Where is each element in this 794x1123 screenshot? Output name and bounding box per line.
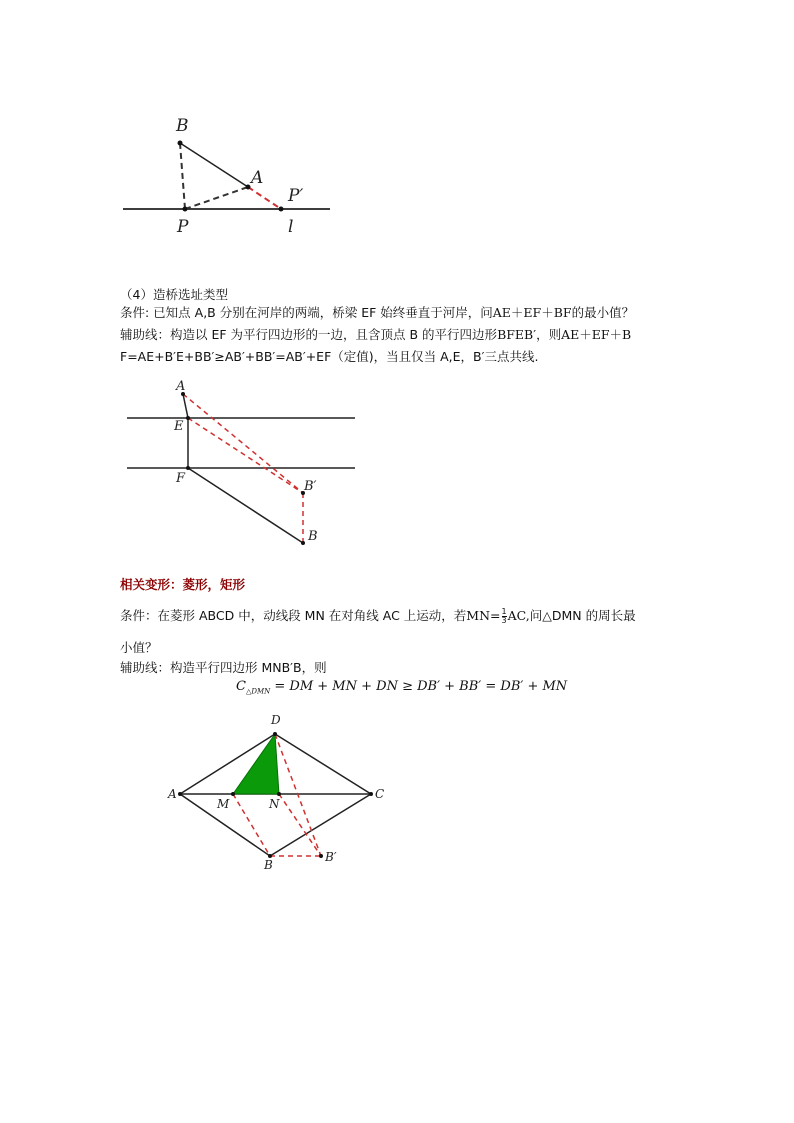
figure-1 (123, 116, 330, 237)
label-a: A (168, 787, 177, 801)
formula-body: = DM + MN + DN ≥ DB′ + BB′ = DB′ + MN (270, 679, 568, 694)
aux-prefix: 辅助线：构造以 EF 为平行四边形的一边，且含顶点 B 的平行四边形 (120, 327, 498, 342)
red-dashed-eb-prime (188, 418, 303, 493)
label-p-prime: P′ (288, 186, 304, 206)
section-4-title: （4）造桥选址类型 (120, 287, 228, 302)
label-b-prime: B′ (325, 850, 337, 864)
perimeter-formula (236, 679, 567, 696)
variant-condition (120, 608, 636, 625)
label-b-prime: B′ (304, 479, 317, 494)
condition-prefix: 条件: 已知点 A,B 分别在河岸的两端，桥梁 EF 始终垂直于河岸，问 (120, 305, 493, 320)
segment-ba (180, 143, 248, 187)
dashed-pa (185, 187, 248, 209)
aux-formula: AE＋EF＋B (561, 327, 632, 342)
triangle-dmn (233, 734, 279, 794)
label-d: D (271, 713, 281, 727)
label-b: B (176, 116, 189, 136)
point-a (246, 185, 251, 190)
variant-condition-line-2: 小值？ (120, 640, 158, 655)
point-m (231, 792, 235, 796)
label-f: F (176, 471, 186, 486)
point-b-prime (319, 854, 323, 858)
label-l: l (288, 217, 294, 237)
variant-aux: 辅助线：构造平行四边形 MNB′B，则 (120, 660, 327, 675)
section-4-condition (120, 305, 634, 321)
red-dashed-db-prime (275, 734, 321, 856)
dashed-bp (180, 143, 185, 209)
fraction-one-third (502, 608, 507, 625)
frac-den: 3 (501, 616, 507, 625)
variant-eq: = (490, 608, 501, 623)
label-b: B (308, 529, 318, 544)
point-b (178, 141, 183, 146)
formula-sub: △DMN (245, 687, 271, 696)
label-c: C (375, 787, 385, 801)
figure-3 (167, 713, 384, 872)
segment-fb (188, 468, 303, 543)
aux-mid: ，则 (536, 327, 562, 342)
point-f (186, 466, 190, 470)
point-a (178, 792, 182, 796)
condition-formula: AE＋EF＋BF (492, 305, 572, 320)
formula-c: C (236, 679, 246, 694)
point-b (301, 541, 305, 545)
condition-suffix: 的最小值？ (571, 305, 635, 320)
red-dashed-ap-prime (248, 187, 281, 209)
red-dashed-ab-prime (183, 394, 303, 493)
point-p-prime (279, 207, 284, 212)
label-n: N (269, 797, 280, 811)
variant-condition-prefix: 条件：在菱形 ABCD 中，动线段 MN 在对角线 AC 上运动，若 (120, 608, 467, 623)
variant-ac: AC, (507, 608, 530, 623)
figure-2 (127, 379, 355, 545)
section-4-aux-line-2: F=AE+B′E+BB′≥AB′+BB′=AB′+EF（定值)，当且仅当 A,E，B′三点共线. (120, 349, 539, 364)
point-e (186, 416, 190, 420)
section-4-aux-line-1 (120, 327, 631, 343)
label-e: E (174, 419, 184, 434)
variant-title: 相关变形：菱形，矩形 (120, 577, 246, 592)
variant-mn: MN (466, 608, 491, 623)
variant-condition-suffix: 问△DMN 的周长最 (529, 608, 636, 623)
point-d (273, 732, 277, 736)
point-p (183, 207, 188, 212)
label-a: A (251, 168, 264, 188)
label-a: A (176, 379, 186, 394)
label-b: B (264, 858, 273, 872)
point-c (369, 792, 373, 796)
aux-parallelogram: BFEB′ (497, 327, 537, 342)
red-dashed-mb (233, 794, 270, 856)
point-n (277, 792, 281, 796)
label-p: P (177, 217, 189, 237)
frac-num: 1 (501, 607, 507, 616)
label-m: M (217, 797, 230, 811)
segment-ae (183, 394, 188, 418)
